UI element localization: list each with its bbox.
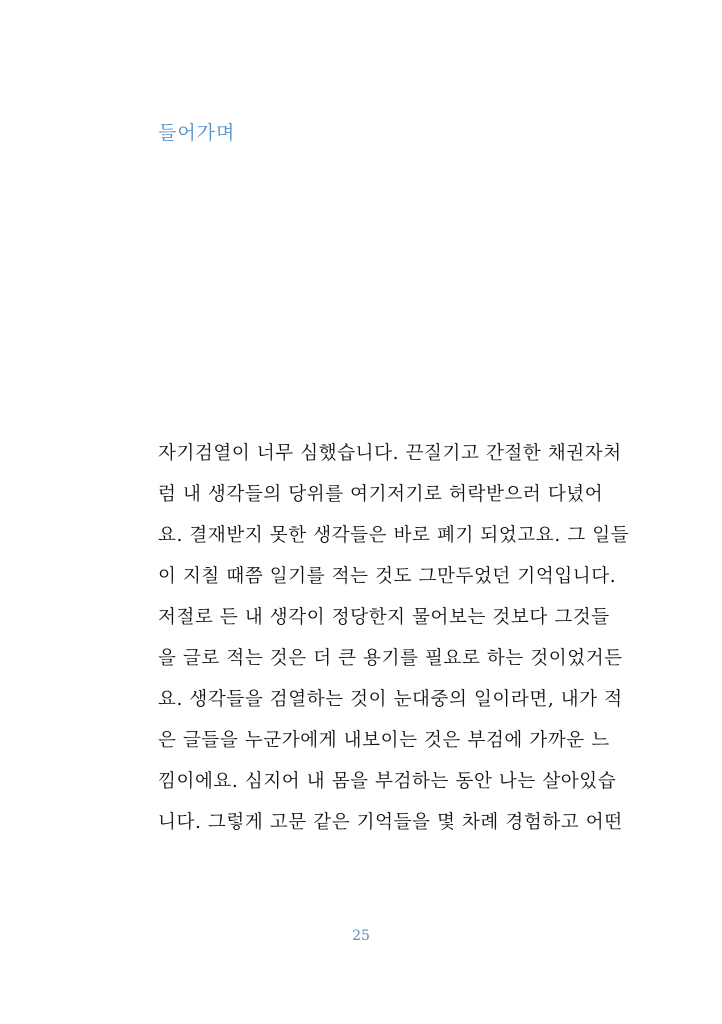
body-line: 요. 생각들을 검열하는 것이 눈대중의 일이라면, 내가 적 — [158, 689, 623, 710]
body-line: 을 글로 적는 것은 더 큰 용기를 필요로 하는 것이었거든 — [158, 648, 623, 669]
body-line: 자기검열이 너무 심했습니다. 끈질기고 간절한 채권자처 — [158, 443, 622, 464]
page-number: 25 — [352, 928, 370, 944]
body-line: 저절로 든 내 생각이 정당한지 물어보는 것보다 그것들 — [158, 607, 610, 628]
body-line: 이 지칠 때쯤 일기를 적는 것도 그만두었던 기억입니다. — [158, 566, 617, 587]
body-line: 럼 내 생각들의 당위를 여기저기로 허락받으러 다녔어 — [158, 484, 604, 505]
body-line: 낌이에요. 심지어 내 몸을 부검하는 동안 나는 살아있습 — [158, 771, 617, 792]
chapter-title: 들어가며 — [158, 122, 236, 144]
body-line: 요. 결재받지 못한 생각들은 바로 폐기 되었고요. 그 일들 — [158, 525, 630, 546]
body-line: 은 글들을 누군가에게 내보이는 것은 부검에 가까운 느 — [158, 730, 610, 751]
body-text — [158, 433, 630, 843]
body-line: 니다. 그렇게 고문 같은 기억들을 몇 차례 경험하고 어떤 — [158, 812, 623, 833]
